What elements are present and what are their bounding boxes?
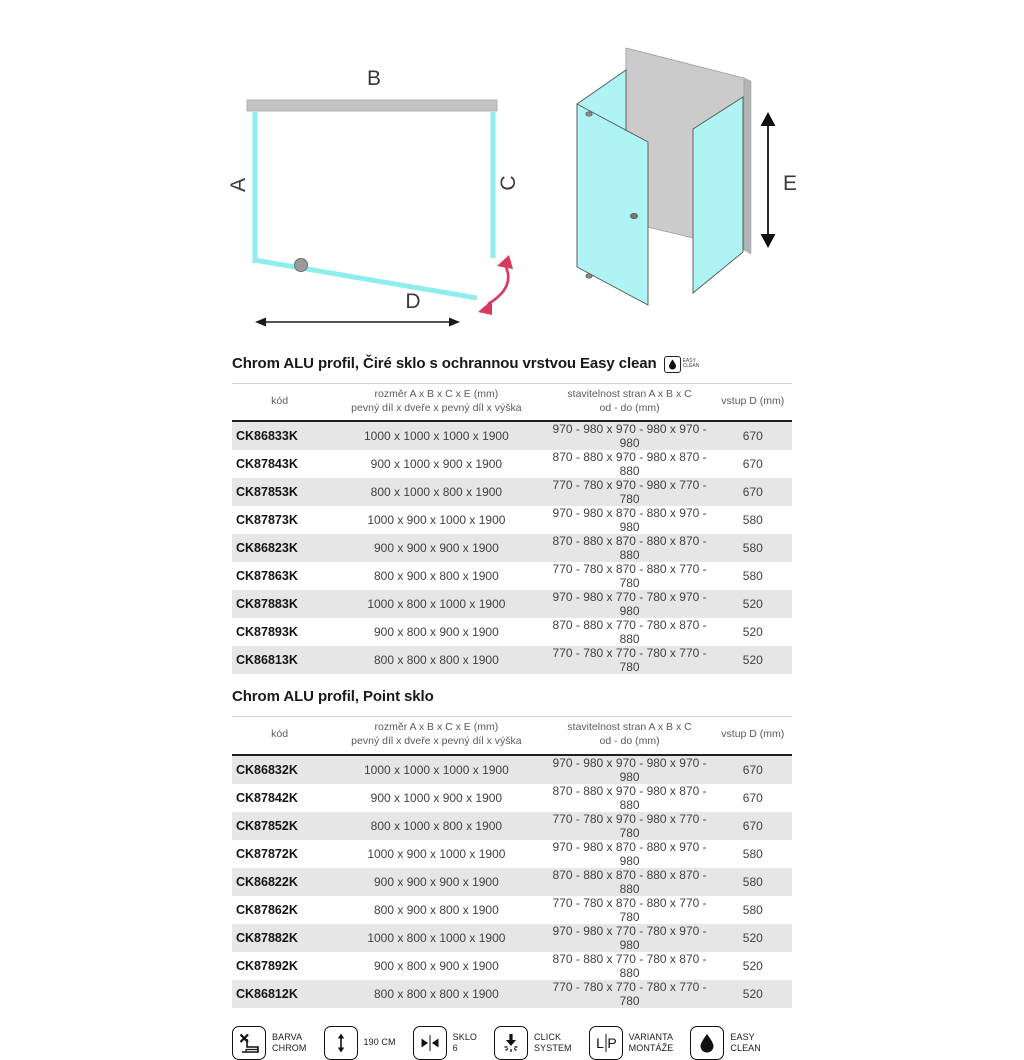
adjust-range: 770 - 780 x 770 - 780 x 770 - 780 [552,979,707,1008]
adjust-range: 770 - 780 x 870 - 880 x 770 - 780 [552,895,707,924]
door-swing-arrow [478,255,513,315]
product-code: CK87853K [236,485,298,500]
table-row [232,952,792,980]
entry-width: 670 [742,762,763,777]
dimensions: 900 x 1000 x 900 x 1900 [370,790,503,805]
svg-text:L: L [595,1034,604,1051]
adjust-range: 770 - 780 x 870 - 880 x 770 - 780 [552,562,707,591]
width-d-arrow [255,318,460,327]
feature-height-190 [324,1026,396,1060]
dim-label-e: E [782,172,798,195]
svg-text:P: P [606,1034,617,1051]
table-row [232,506,792,534]
spec-content [232,354,792,1060]
entry-width: 520 [742,930,763,945]
dimensions: 800 x 1000 x 800 x 1900 [370,485,503,500]
height-arrow-icon [324,1026,358,1060]
adjust-range: 970 - 980 x 970 - 980 x 970 - 980 [552,755,707,784]
table-row [232,755,792,784]
header-code: kód [271,394,289,407]
table-row [232,840,792,868]
product-code: CK86832K [236,762,298,777]
dimensions: 800 x 1000 x 800 x 1900 [370,818,503,833]
feature-label: 190 CM [363,1037,396,1048]
door-hinge-bottom [586,274,592,278]
feature-click-system [494,1026,572,1060]
product-code: CK87883K [236,597,298,612]
entry-width: 670 [742,790,763,805]
product-code: CK86833K [236,429,298,444]
table-row [232,618,792,646]
adjust-range: 870 - 880 x 770 - 780 x 870 - 880 [552,618,707,647]
door-knob [630,213,637,218]
glass-thickness-icon [413,1026,447,1060]
section2-title: Chrom ALU profil, Point sklo [232,688,434,706]
height-e-arrow [761,112,776,248]
entry-width: 520 [742,625,763,640]
entry-width: 580 [742,846,763,861]
header-entry: vstup D (mm) [721,728,785,741]
glass-door-open [254,260,477,298]
dimensions: 900 x 800 x 900 x 1900 [374,958,499,973]
feature-varianta-montaze [589,1026,674,1060]
table-row [232,980,792,1008]
right-glass-panel [693,97,743,293]
header-code: kód [271,728,289,741]
adjust-range: 870 - 880 x 770 - 780 x 870 - 880 [552,951,707,980]
spec-table-point-sklo [232,716,792,1007]
dim-label-d: D [405,290,421,313]
feature-label: VARIANTA MONTÁŽE [628,1032,674,1053]
product-code: CK86822K [236,874,298,889]
dimensions: 1000 x 800 x 1000 x 1900 [367,597,506,612]
product-code: CK87842K [236,790,298,805]
spec-table-easy-clean [232,383,792,674]
door-hinge-top [586,112,592,116]
dimensions: 800 x 800 x 800 x 1900 [374,986,499,1001]
feature-sklo-6 [413,1026,477,1060]
wall-profile-bar [247,100,497,111]
adjust-range: 870 - 880 x 870 - 880 x 870 - 880 [552,534,707,563]
adjust-range: 770 - 780 x 970 - 980 x 770 - 780 [552,478,707,507]
adjust-range: 970 - 980 x 870 - 880 x 970 - 980 [552,506,707,535]
dimensions: 1000 x 800 x 1000 x 1900 [367,930,506,945]
product-code: CK87882K [236,930,298,945]
entry-width: 520 [742,653,763,668]
adjust-range: 770 - 780 x 770 - 780 x 770 - 780 [552,646,707,675]
section2-title-row [232,687,792,707]
adjust-range: 770 - 780 x 970 - 980 x 770 - 780 [552,811,707,840]
product-code: CK86812K [236,986,298,1001]
dimensions: 900 x 800 x 900 x 1900 [374,625,499,640]
product-code: CK87873K [236,513,298,528]
table-row [232,562,792,590]
feature-barva-chrom [232,1026,307,1060]
entry-width: 670 [742,457,763,472]
product-code: CK87862K [236,902,298,917]
table-row [232,924,792,952]
adjust-range: 870 - 880 x 870 - 880 x 870 - 880 [552,867,707,896]
dimensions: 1000 x 1000 x 1000 x 1900 [363,429,509,444]
table-row [232,421,792,450]
product-code: CK87892K [236,958,298,973]
table-row [232,812,792,840]
left-right-variant-icon [589,1026,623,1060]
feature-label: SKLO 6 [452,1032,478,1053]
dimensions: 1000 x 1000 x 1000 x 1900 [363,762,509,777]
entry-width: 580 [742,569,763,584]
table-row [232,478,792,506]
table-header-row [232,384,792,422]
entry-width: 670 [742,485,763,500]
table-header-row [232,717,792,755]
dimensions: 800 x 900 x 800 x 1900 [374,569,499,584]
dimensions: 900 x 1000 x 900 x 1900 [370,457,503,472]
entry-width: 580 [742,513,763,528]
product-code: CK86813K [236,653,298,668]
entry-width: 520 [742,597,763,612]
header-size: rozměr A x B x C x E (mm) pevný díl x dveře x pevný díl x výška [351,721,522,747]
table-row [232,868,792,896]
dimensions: 800 x 900 x 800 x 1900 [374,902,499,917]
dim-label-c: C [497,175,520,191]
product-code: CK86823K [236,541,298,556]
feature-easy-clean [690,1026,761,1060]
table-row [232,784,792,812]
header-entry: vstup D (mm) [721,394,785,407]
adjust-range: 870 - 880 x 970 - 980 x 870 - 880 [552,783,707,812]
isometric-enclosure-diagram [550,30,825,325]
header-adjustability: stavitelnost stran A x B x C od - do (mm) [567,388,692,414]
product-code: CK87893K [236,625,298,640]
table-row [232,534,792,562]
easy-clean-badge [664,356,700,373]
product-code: CK87872K [236,846,298,861]
feature-label: BARVA CHROM [272,1032,307,1053]
product-code: CK87852K [236,818,298,833]
easy-clean-icon [664,356,681,373]
dimensions: 1000 x 900 x 1000 x 1900 [367,846,506,861]
adjust-range: 970 - 980 x 770 - 780 x 970 - 980 [552,923,707,952]
feature-icons-row [232,1026,792,1060]
entry-width: 580 [742,874,763,889]
header-size: rozměr A x B x C x E (mm) pevný díl x dveře x pevný díl x výška [351,388,522,414]
door-handle-dot [295,259,308,272]
adjust-range: 970 - 980 x 970 - 980 x 970 - 980 [552,422,707,451]
product-code: CK87863K [236,569,298,584]
adjust-range: 870 - 880 x 970 - 980 x 870 - 880 [552,450,707,479]
entry-width: 520 [742,986,763,1001]
entry-width: 580 [742,902,763,917]
entry-width: 580 [742,541,763,556]
table-row [232,590,792,618]
barva-chrom-icon [232,1026,266,1060]
table-row [232,450,792,478]
section1-title-row [232,354,792,374]
product-code: CK87843K [236,457,298,472]
easy-clean-drop-icon [690,1026,724,1060]
entry-width: 520 [742,958,763,973]
table-row [232,896,792,924]
click-system-icon [494,1026,528,1060]
easy-clean-badge-label: EASY CLEAN [682,357,700,369]
adjust-range: 970 - 980 x 770 - 780 x 970 - 980 [552,590,707,619]
entry-width: 670 [742,818,763,833]
section1-title: Chrom ALU profil, Čiré sklo s ochrannou vrstvou Easy clean [232,355,657,372]
header-adjustability: stavitelnost stran A x B x C od - do (mm) [567,721,692,747]
back-wall-edge [744,78,751,254]
adjust-range: 970 - 980 x 870 - 880 x 970 - 980 [552,839,707,868]
dim-label-a: A [227,177,250,193]
feature-label: CLICK SYSTEM [534,1032,572,1053]
dimensions: 1000 x 900 x 1000 x 1900 [367,513,506,528]
dim-label-b: B [366,67,382,90]
dimensions: 800 x 800 x 800 x 1900 [374,653,499,668]
entry-width: 670 [742,429,763,444]
dimensions: 900 x 900 x 900 x 1900 [374,874,499,889]
feature-label: EASY CLEAN [730,1032,761,1053]
dimensions: 900 x 900 x 900 x 1900 [374,541,499,556]
table-row [232,646,792,674]
top-view-diagram [222,55,522,345]
